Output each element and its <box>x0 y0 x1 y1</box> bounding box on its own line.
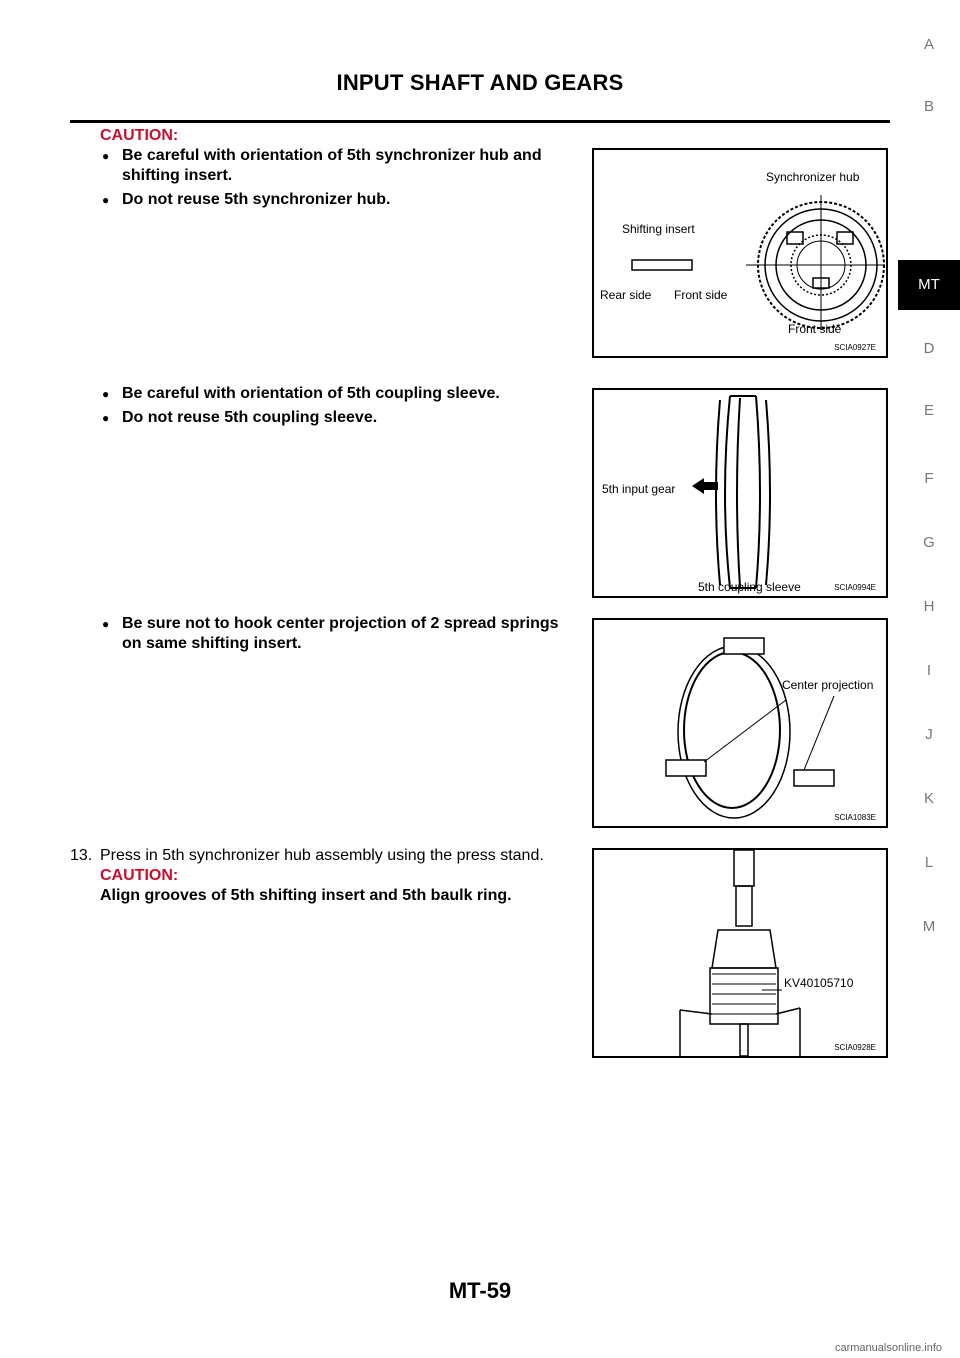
index-tab-j[interactable]: J <box>925 726 933 743</box>
caution-bullet: ● Do not reuse 5th synchronizer hub. <box>100 190 582 210</box>
index-tab-k[interactable]: K <box>923 790 934 807</box>
index-tab-m[interactable]: M <box>922 918 936 935</box>
caution-heading: CAUTION: <box>100 127 179 144</box>
index-tab-l[interactable]: L <box>924 854 934 871</box>
step-text: Press in 5th synchronizer hub assembly using the press stand. <box>100 847 544 864</box>
label-rear-side: Rear side <box>600 288 652 302</box>
index-tab-mt[interactable]: MT <box>898 260 960 310</box>
figure-code: SCIA0994E <box>834 583 876 592</box>
caution-bullet: ● Do not reuse 5th coupling sleeve. <box>100 408 582 428</box>
section-index <box>890 0 960 1358</box>
caution-bullet: ● Be sure not to hook center projection of 2 spread springs on same shifting insert. <box>100 614 582 654</box>
press-stand-diagram <box>594 850 886 1056</box>
figure-code: SCIA0927E <box>834 343 876 352</box>
label-5th-coupling-sleeve: 5th coupling sleeve <box>698 580 801 594</box>
watermark-link[interactable]: carmanualsonline.info <box>834 1342 942 1354</box>
label-front-side: Front side <box>674 288 728 302</box>
index-tab-a[interactable]: A <box>923 36 934 53</box>
figure-press-stand <box>592 848 888 1058</box>
caution-text: Align grooves of 5th shifting insert and 5th baulk ring. <box>100 887 512 904</box>
page-title: INPUT SHAFT AND GEARS <box>336 70 624 95</box>
caution-bullet: ● Be careful with orientation of 5th coupling sleeve. <box>100 384 582 404</box>
caution-heading: CAUTION: <box>100 867 179 884</box>
index-tab-f[interactable]: F <box>924 470 934 487</box>
figure-spread-springs <box>592 618 888 828</box>
page-number: MT-59 <box>448 1278 512 1303</box>
label-front-side-hub: Front side <box>788 322 842 336</box>
index-tab-d[interactable]: D <box>923 340 935 357</box>
index-tab-i[interactable]: I <box>926 662 932 679</box>
label-center-projection: Center projection <box>782 678 874 692</box>
label-5th-input-gear: 5th input gear <box>602 482 676 496</box>
label-synchronizer-hub: Synchronizer hub <box>766 170 860 184</box>
index-tab-e[interactable]: E <box>923 402 934 419</box>
spread-springs-diagram <box>594 620 886 826</box>
label-tool-kv40105710: KV40105710 <box>784 976 854 990</box>
title-divider <box>70 120 890 123</box>
label-shifting-insert: Shifting insert <box>622 222 695 236</box>
index-tab-b[interactable]: B <box>923 98 934 115</box>
caution-bullet: ● Be careful with orientation of 5th synchronizer hub and shifting insert. <box>100 146 582 186</box>
figure-code: SCIA0928E <box>834 1043 876 1052</box>
figure-code: SCIA1083E <box>834 813 876 822</box>
step-number: 13. <box>70 847 93 864</box>
index-tab-g[interactable]: G <box>923 534 935 551</box>
figure-coupling-sleeve <box>592 388 888 598</box>
index-tab-h[interactable]: H <box>923 598 935 615</box>
figure-synchronizer-hub <box>592 148 888 358</box>
